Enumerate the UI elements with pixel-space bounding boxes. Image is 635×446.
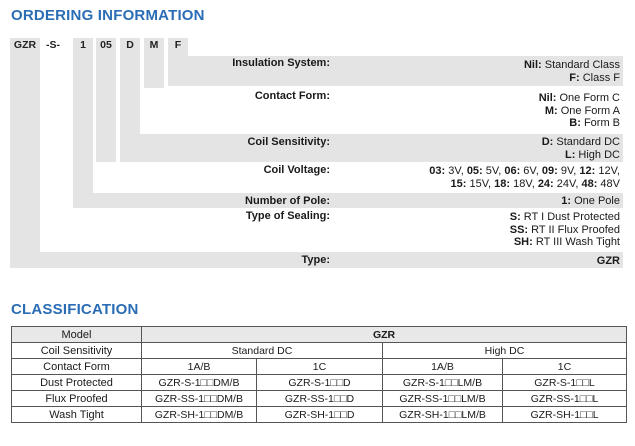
label-sealing: Type of Sealing: bbox=[245, 210, 330, 222]
table-row bbox=[12, 327, 627, 343]
model-cell: GZR-S-1□□L bbox=[503, 375, 627, 391]
contact-cell: 1A/B bbox=[383, 359, 503, 375]
table-row bbox=[12, 375, 627, 391]
model-cell: GZR-SS-1□□D bbox=[257, 391, 383, 407]
values-contact: Nil: One Form C M: One Form A B: Form B bbox=[538, 92, 620, 129]
model-cell: GZR-SH-1□□D bbox=[257, 407, 383, 423]
model-cell: GZR-SS-1□□DM/B bbox=[142, 391, 257, 407]
values-sealing: S: RT I Dust Protected SS: RT II Flux Proofed SH: RT III Wash Tight bbox=[509, 211, 620, 248]
label-pole: Number of Pole: bbox=[245, 195, 330, 207]
classification-table bbox=[11, 326, 627, 423]
sensitivity-high: High DC bbox=[383, 343, 627, 359]
table-row bbox=[12, 407, 627, 423]
contact-label: Contact Form bbox=[12, 359, 142, 375]
values-pole: 1: One Pole bbox=[561, 195, 620, 207]
code-gzr: GZR bbox=[10, 38, 40, 52]
values-type: GZR bbox=[596, 255, 620, 267]
ordering-title: ORDERING INFORMATION bbox=[11, 7, 205, 24]
bracket-type bbox=[10, 52, 40, 268]
label-contact: Contact Form: bbox=[254, 90, 330, 102]
values-sensitivity: D: Standard DC L: High DC bbox=[541, 136, 620, 161]
code-pole: 1 bbox=[73, 38, 93, 52]
contact-cell: 1C bbox=[503, 359, 627, 375]
model-value: GZR bbox=[142, 327, 627, 343]
label-type: Type: bbox=[301, 254, 330, 266]
model-cell: GZR-SS-1□□LM/B bbox=[383, 391, 503, 407]
code-sensitivity: D bbox=[120, 38, 140, 52]
classification-title: CLASSIFICATION bbox=[11, 301, 139, 318]
model-cell: GZR-SH-1□□LM/B bbox=[383, 407, 503, 423]
table-row bbox=[12, 359, 627, 375]
row-label: Wash Tight bbox=[12, 407, 142, 423]
code-sep: -S- bbox=[46, 39, 60, 51]
label-sensitivity: Coil Sensitivity: bbox=[247, 136, 330, 148]
code-contact: M bbox=[144, 38, 164, 52]
model-label: Model bbox=[12, 327, 142, 343]
sensitivity-standard: Standard DC bbox=[142, 343, 383, 359]
table-row bbox=[12, 343, 627, 359]
row-label: Flux Proofed bbox=[12, 391, 142, 407]
code-voltage: 05 bbox=[96, 38, 116, 52]
code-insulation: F bbox=[168, 38, 188, 52]
model-cell: GZR-S-1□□D bbox=[257, 375, 383, 391]
model-cell: GZR-SS-1□□L bbox=[503, 391, 627, 407]
label-insulation: Insulation System: bbox=[232, 57, 330, 69]
contact-cell: 1A/B bbox=[142, 359, 257, 375]
values-voltage: 03: 3V, 05: 5V, 06: 6V, 09: 9V, 12: 12V, 15: 15V, 18: 18V, 24: 24V, 48: 48V bbox=[429, 165, 620, 190]
bracket-pole bbox=[73, 52, 93, 208]
values-insulation: Nil: Standard Class F: Class F bbox=[523, 59, 620, 84]
table-row bbox=[12, 391, 627, 407]
sensitivity-label: Coil Sensitivity bbox=[12, 343, 142, 359]
model-cell: GZR-S-1□□LM/B bbox=[383, 375, 503, 391]
row-label: Dust Protected bbox=[12, 375, 142, 391]
model-cell: GZR-SH-1□□L bbox=[503, 407, 627, 423]
label-voltage: Coil Voltage: bbox=[263, 164, 330, 176]
contact-cell: 1C bbox=[257, 359, 383, 375]
model-cell: GZR-S-1□□DM/B bbox=[142, 375, 257, 391]
model-cell: GZR-SH-1□□DM/B bbox=[142, 407, 257, 423]
